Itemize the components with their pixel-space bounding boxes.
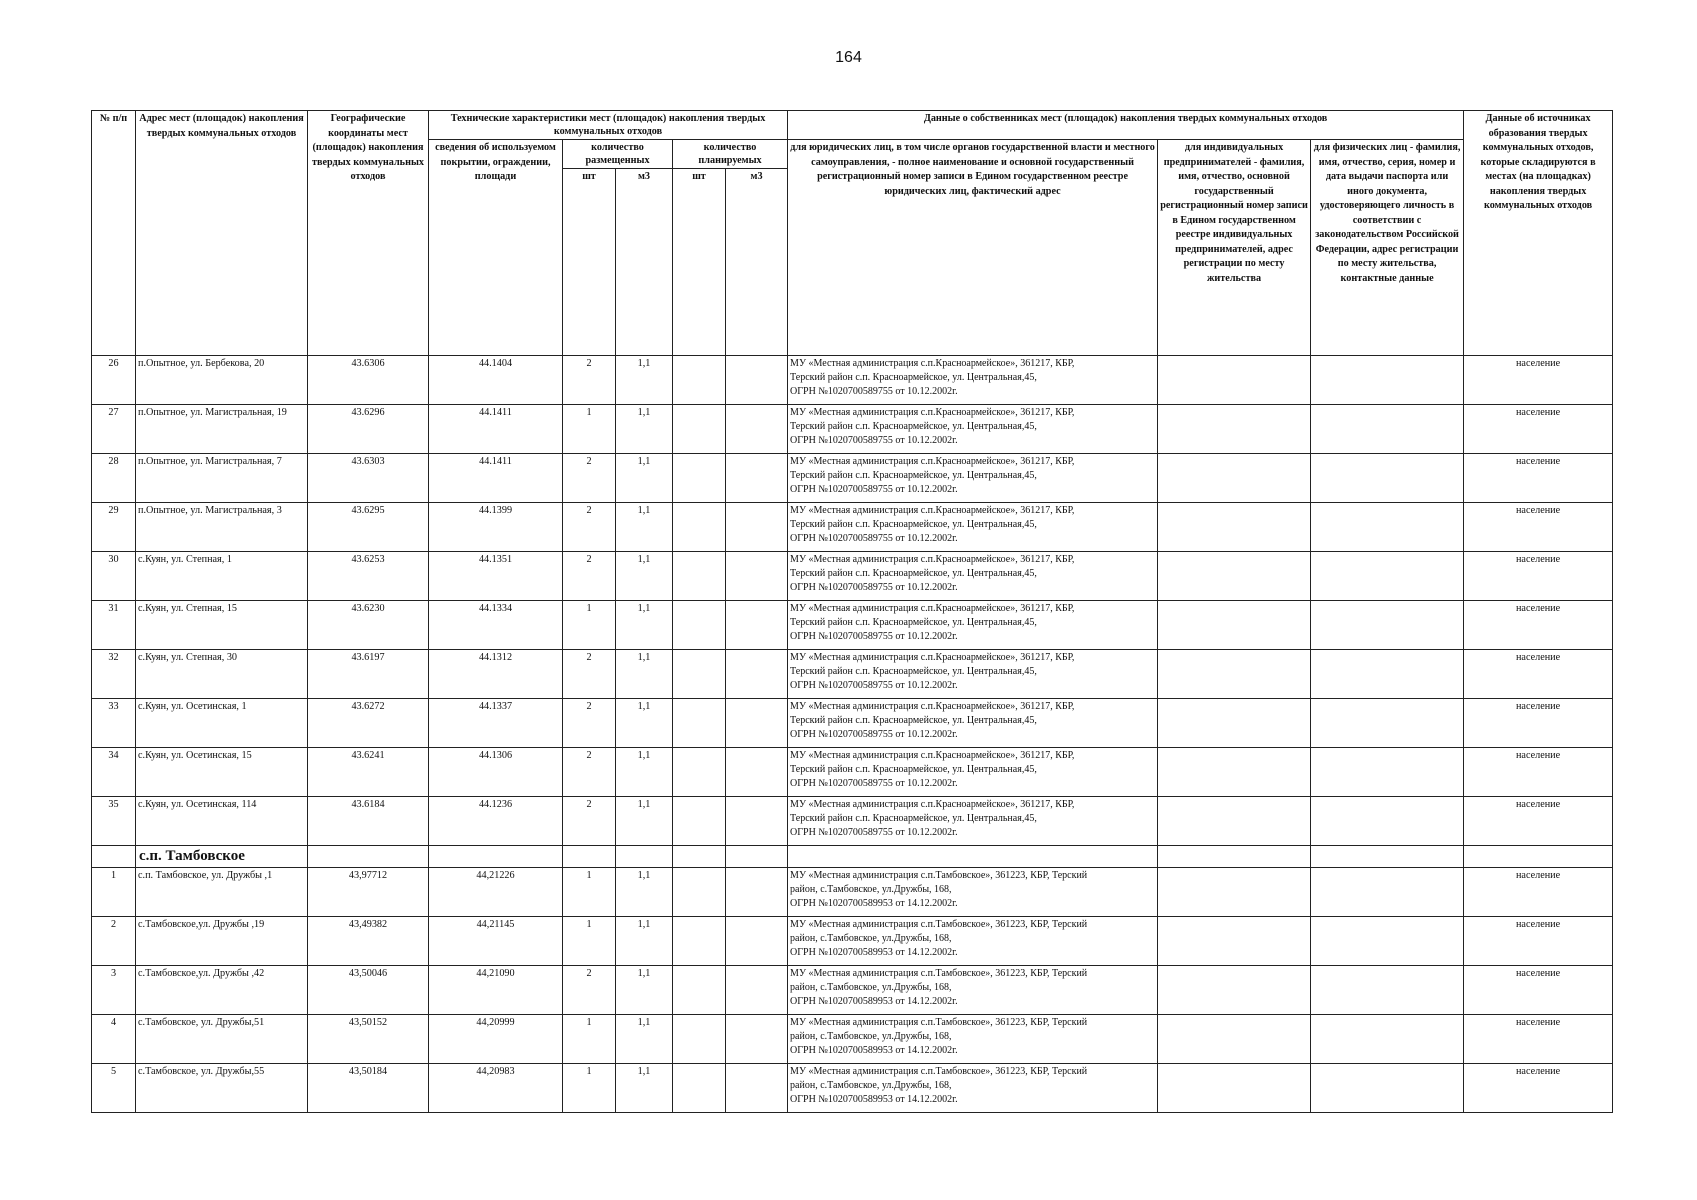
owner-line: Терский район с.п. Красноармейское, ул. Центральная,45, <box>790 764 1037 775</box>
placed-m3-cell: 1,1 <box>616 748 673 797</box>
planned-m3-cell <box>726 601 788 650</box>
entrepreneur-cell <box>1158 966 1311 1015</box>
planned-pcs-cell <box>673 650 726 699</box>
entrepreneur-cell <box>1158 601 1311 650</box>
address-cell: с.Тамбовское, ул. Дружбы,51 <box>136 1015 308 1064</box>
planned-m3-cell <box>726 966 788 1015</box>
entrepreneur-cell <box>1158 454 1311 503</box>
placed-pcs-cell: 2 <box>563 650 616 699</box>
planned-pcs-cell <box>673 868 726 917</box>
latitude-cell: 43,50152 <box>308 1015 429 1064</box>
owner-line: ОГРН №1020700589953 от 14.12.2002г. <box>790 996 958 1007</box>
owner-line: район, с.Тамбовское, ул.Дружбы, 168, <box>790 884 952 895</box>
placed-m3-cell: 1,1 <box>616 699 673 748</box>
table-row <box>92 405 1613 454</box>
planned-pcs-cell <box>673 1015 726 1064</box>
page-number: 164 <box>835 49 862 66</box>
section-empty-cell <box>308 846 429 868</box>
row-number-cell: 28 <box>92 454 136 503</box>
section-empty-cell <box>1311 846 1464 868</box>
entrepreneur-cell <box>1158 868 1311 917</box>
individual-cell <box>1311 650 1464 699</box>
entrepreneur-cell <box>1158 356 1311 405</box>
row-number-cell: 4 <box>92 1015 136 1064</box>
placed-pcs-cell: 2 <box>563 699 616 748</box>
table-row <box>92 503 1613 552</box>
owner-line: ОГРН №1020700589755 от 10.12.2002г. <box>790 435 958 446</box>
individual-cell <box>1311 552 1464 601</box>
owner-line: МУ «Местная администрация с.п.Тамбовское», 361223, КБР, Терский <box>790 1017 1088 1028</box>
table-row <box>92 356 1613 405</box>
address-cell: с.Куян, ул. Степная, 15 <box>136 601 308 650</box>
owner-line: МУ «Местная администрация с.п.Красноармейское», 361217, КБР, <box>790 799 1075 810</box>
row-number-cell: 29 <box>92 503 136 552</box>
owner-line: МУ «Местная администрация с.п.Красноармейское», 361217, КБР, <box>790 407 1075 418</box>
owner-line: район, с.Тамбовское, ул.Дружбы, 168, <box>790 933 952 944</box>
latitude-cell: 43.6272 <box>308 699 429 748</box>
planned-pcs-cell <box>673 797 726 846</box>
header-num: № п/п <box>92 111 136 356</box>
owner-line: МУ «Местная администрация с.п.Красноармейское», 361217, КБР, <box>790 505 1075 516</box>
planned-m3-cell <box>726 405 788 454</box>
header-unit-pcs: шт <box>563 169 616 356</box>
owner-line: МУ «Местная администрация с.п.Красноармейское», 361217, КБР, <box>790 456 1075 467</box>
owner-line: ОГРН №1020700589755 от 10.12.2002г. <box>790 827 958 838</box>
source-cell: население <box>1464 1064 1613 1113</box>
section-empty-cell <box>429 846 563 868</box>
row-number-cell: 5 <box>92 1064 136 1113</box>
owner-line: МУ «Местная администрация с.п.Тамбовское», 361223, КБР, Терский <box>790 870 1088 881</box>
header-coordinates: Географические координаты мест (площадок) накопления твердых коммунальных отходов <box>308 111 429 356</box>
source-cell: население <box>1464 601 1613 650</box>
planned-pcs-cell <box>673 356 726 405</box>
longitude-cell: 44,20999 <box>429 1015 563 1064</box>
planned-m3-cell <box>726 454 788 503</box>
planned-m3-cell <box>726 1015 788 1064</box>
address-cell: п.Опытное, ул. Бербекова, 20 <box>136 356 308 405</box>
latitude-cell: 43.6253 <box>308 552 429 601</box>
owner-legal-entity-cell <box>788 454 1158 503</box>
planned-pcs-cell <box>673 552 726 601</box>
individual-cell <box>1311 966 1464 1015</box>
table-row <box>92 1064 1613 1113</box>
owner-line: Терский район с.п. Красноармейское, ул. Центральная,45, <box>790 519 1037 530</box>
placed-pcs-cell: 2 <box>563 356 616 405</box>
owner-line: МУ «Местная администрация с.п.Красноармейское», 361217, КБР, <box>790 652 1075 663</box>
header-individuals: для физических лиц - фамилия, имя, отчество, серия, номер и дата выдачи паспорта или иного документа, удостоверяющего личность в соответствии с законодательством Российской Федерации, адрес регистрации по месту жительства, контактные данные <box>1311 140 1464 356</box>
latitude-cell: 43.6197 <box>308 650 429 699</box>
individual-cell <box>1311 1015 1464 1064</box>
longitude-cell: 44.1351 <box>429 552 563 601</box>
owner-legal-entity-cell <box>788 1064 1158 1113</box>
row-number-cell: 1 <box>92 868 136 917</box>
row-number-cell: 30 <box>92 552 136 601</box>
owner-line: ОГРН №1020700589755 от 10.12.2002г. <box>790 582 958 593</box>
longitude-cell: 44,21090 <box>429 966 563 1015</box>
section-empty-cell <box>788 846 1158 868</box>
longitude-cell: 44.1236 <box>429 797 563 846</box>
owner-line: ОГРН №1020700589953 от 14.12.2002г. <box>790 1094 958 1105</box>
table-row <box>92 748 1613 797</box>
planned-pcs-cell <box>673 966 726 1015</box>
owner-line: Терский район с.п. Красноармейское, ул. Центральная,45, <box>790 372 1037 383</box>
source-cell: население <box>1464 552 1613 601</box>
individual-cell <box>1311 503 1464 552</box>
header-entrepreneurs: для индивидуальных предпринимателей - фамилия, имя, отчество, основной государственный регистрационный номер записи в Едином государственном реестре индивидуальных предпринимателей, адрес регистрации по месту жительства <box>1158 140 1311 356</box>
owner-legal-entity-cell <box>788 1015 1158 1064</box>
owner-line: Терский район с.п. Красноармейское, ул. Центральная,45, <box>790 666 1037 677</box>
row-number-cell: 2 <box>92 917 136 966</box>
owner-legal-entity-cell <box>788 797 1158 846</box>
owner-line: МУ «Местная администрация с.п.Тамбовское», 361223, КБР, Терский <box>790 968 1088 979</box>
owner-line: Терский район с.п. Красноармейское, ул. Центральная,45, <box>790 470 1037 481</box>
source-cell: население <box>1464 868 1613 917</box>
planned-pcs-cell <box>673 405 726 454</box>
source-cell: население <box>1464 966 1613 1015</box>
planned-m3-cell <box>726 699 788 748</box>
longitude-cell: 44,20983 <box>429 1064 563 1113</box>
owner-legal-entity-cell <box>788 699 1158 748</box>
placed-pcs-cell: 1 <box>563 917 616 966</box>
entrepreneur-cell <box>1158 1015 1311 1064</box>
owner-line: Терский район с.п. Красноармейское, ул. Центральная,45, <box>790 617 1037 628</box>
placed-pcs-cell: 2 <box>563 797 616 846</box>
planned-pcs-cell <box>673 748 726 797</box>
latitude-cell: 43,49382 <box>308 917 429 966</box>
table-row <box>92 966 1613 1015</box>
placed-pcs-cell: 2 <box>563 503 616 552</box>
section-empty-cell <box>92 846 136 868</box>
latitude-cell: 43,97712 <box>308 868 429 917</box>
address-cell: с.Куян, ул. Осетинская, 15 <box>136 748 308 797</box>
owner-line: Терский район с.п. Красноармейское, ул. Центральная,45, <box>790 421 1037 432</box>
latitude-cell: 43,50046 <box>308 966 429 1015</box>
entrepreneur-cell <box>1158 748 1311 797</box>
individual-cell <box>1311 1064 1464 1113</box>
section-row <box>92 846 1613 868</box>
table-row <box>92 1015 1613 1064</box>
source-cell: население <box>1464 503 1613 552</box>
row-number-cell: 32 <box>92 650 136 699</box>
owner-line: район, с.Тамбовское, ул.Дружбы, 168, <box>790 1080 952 1091</box>
section-empty-cell <box>563 846 616 868</box>
placed-m3-cell: 1,1 <box>616 917 673 966</box>
source-cell: население <box>1464 650 1613 699</box>
planned-m3-cell <box>726 1064 788 1113</box>
owner-legal-entity-cell <box>788 917 1158 966</box>
source-cell: население <box>1464 356 1613 405</box>
table-row <box>92 868 1613 917</box>
placed-m3-cell: 1,1 <box>616 356 673 405</box>
row-number-cell: 26 <box>92 356 136 405</box>
entrepreneur-cell <box>1158 405 1311 454</box>
longitude-cell: 44.1404 <box>429 356 563 405</box>
owner-line: ОГРН №1020700589755 от 10.12.2002г. <box>790 680 958 691</box>
owner-line: район, с.Тамбовское, ул.Дружбы, 168, <box>790 982 952 993</box>
placed-pcs-cell: 1 <box>563 868 616 917</box>
latitude-cell: 43.6230 <box>308 601 429 650</box>
individual-cell <box>1311 454 1464 503</box>
source-cell: население <box>1464 1015 1613 1064</box>
row-number-cell: 31 <box>92 601 136 650</box>
individual-cell <box>1311 748 1464 797</box>
individual-cell <box>1311 356 1464 405</box>
owner-line: ОГРН №1020700589755 от 10.12.2002г. <box>790 386 958 397</box>
owner-legal-entity-cell <box>788 405 1158 454</box>
planned-m3-cell <box>726 748 788 797</box>
placed-pcs-cell: 1 <box>563 1015 616 1064</box>
individual-cell <box>1311 917 1464 966</box>
individual-cell <box>1311 601 1464 650</box>
section-title: с.п. Тамбовское <box>136 846 308 868</box>
longitude-cell: 44.1411 <box>429 405 563 454</box>
owner-legal-entity-cell <box>788 868 1158 917</box>
owner-line: ОГРН №1020700589755 от 10.12.2002г. <box>790 729 958 740</box>
table-row <box>92 699 1613 748</box>
planned-m3-cell <box>726 797 788 846</box>
owner-line: Терский район с.п. Красноармейское, ул. Центральная,45, <box>790 568 1037 579</box>
placed-m3-cell: 1,1 <box>616 868 673 917</box>
owner-line: МУ «Местная администрация с.п.Красноармейское», 361217, КБР, <box>790 554 1075 565</box>
owner-line: ОГРН №1020700589755 от 10.12.2002г. <box>790 484 958 495</box>
placed-m3-cell: 1,1 <box>616 1015 673 1064</box>
planned-m3-cell <box>726 503 788 552</box>
placed-m3-cell: 1,1 <box>616 405 673 454</box>
planned-m3-cell <box>726 552 788 601</box>
source-cell: население <box>1464 748 1613 797</box>
owner-line: ОГРН №1020700589755 от 10.12.2002г. <box>790 778 958 789</box>
section-empty-cell <box>673 846 726 868</box>
placed-m3-cell: 1,1 <box>616 797 673 846</box>
placed-pcs-cell: 1 <box>563 601 616 650</box>
latitude-cell: 43.6296 <box>308 405 429 454</box>
table-row <box>92 797 1613 846</box>
longitude-cell: 44.1312 <box>429 650 563 699</box>
longitude-cell: 44,21226 <box>429 868 563 917</box>
entrepreneur-cell <box>1158 917 1311 966</box>
owner-legal-entity-cell <box>788 356 1158 405</box>
source-cell: население <box>1464 405 1613 454</box>
longitude-cell: 44.1411 <box>429 454 563 503</box>
header-sources: Данные об источниках образования твердых коммунальных отходов, которые складируются в местах (на площадках) накопления твердых коммунальных отходов <box>1464 111 1613 356</box>
placed-pcs-cell: 1 <box>563 405 616 454</box>
owner-line: ОГРН №1020700589953 от 14.12.2002г. <box>790 898 958 909</box>
individual-cell <box>1311 797 1464 846</box>
placed-m3-cell: 1,1 <box>616 503 673 552</box>
owner-line: Терский район с.п. Красноармейское, ул. Центральная,45, <box>790 715 1037 726</box>
entrepreneur-cell <box>1158 797 1311 846</box>
placed-pcs-cell: 1 <box>563 1064 616 1113</box>
section-empty-cell <box>1158 846 1311 868</box>
header-tech-characteristics: Технические характеристики мест (площадок) накопления твердых коммунальных отходов <box>429 111 788 140</box>
address-cell: с.Тамбовское,ул. Дружбы ,19 <box>136 917 308 966</box>
entrepreneur-cell <box>1158 699 1311 748</box>
row-number-cell: 34 <box>92 748 136 797</box>
waste-sites-table <box>91 110 1613 1113</box>
owner-line: ОГРН №1020700589953 от 14.12.2002г. <box>790 947 958 958</box>
owner-line: МУ «Местная администрация с.п.Красноармейское», 361217, КБР, <box>790 701 1075 712</box>
source-cell: население <box>1464 699 1613 748</box>
owner-legal-entity-cell <box>788 748 1158 797</box>
planned-m3-cell <box>726 356 788 405</box>
placed-m3-cell: 1,1 <box>616 601 673 650</box>
latitude-cell: 43.6306 <box>308 356 429 405</box>
address-cell: с.Тамбовское,ул. Дружбы ,42 <box>136 966 308 1015</box>
address-cell: с.Куян, ул. Степная, 1 <box>136 552 308 601</box>
header-unit-m3: м3 <box>726 169 788 356</box>
placed-pcs-cell: 2 <box>563 454 616 503</box>
address-cell: п.Опытное, ул. Магистральная, 3 <box>136 503 308 552</box>
table-row <box>92 650 1613 699</box>
owner-line: МУ «Местная администрация с.п.Тамбовское», 361223, КБР, Терский <box>790 919 1088 930</box>
longitude-cell: 44,21145 <box>429 917 563 966</box>
table-row <box>92 552 1613 601</box>
individual-cell <box>1311 699 1464 748</box>
address-cell: с.Куян, ул. Осетинская, 1 <box>136 699 308 748</box>
planned-pcs-cell <box>673 1064 726 1113</box>
header-owners: Данные о собственниках мест (площадок) накопления твердых коммунальных отходов <box>788 111 1464 140</box>
header-qty-planned: количество планируемых <box>673 140 788 169</box>
placed-m3-cell: 1,1 <box>616 454 673 503</box>
source-cell: население <box>1464 454 1613 503</box>
address-cell: п.Опытное, ул. Магистральная, 7 <box>136 454 308 503</box>
header-legal-entities: для юридических лиц, в том числе органов государственной власти и местного самоуправления, - полное наименование и основной государственный регистрационный номер записи в Едином государственном реестре юридических лиц, фактический адрес <box>788 140 1158 356</box>
entrepreneur-cell <box>1158 503 1311 552</box>
address-cell: с.Тамбовское, ул. Дружбы,55 <box>136 1064 308 1113</box>
owner-line: МУ «Местная администрация с.п.Тамбовское», 361223, КБР, Терский <box>790 1066 1088 1077</box>
row-number-cell: 33 <box>92 699 136 748</box>
owner-legal-entity-cell <box>788 552 1158 601</box>
planned-pcs-cell <box>673 699 726 748</box>
longitude-cell: 44.1306 <box>429 748 563 797</box>
latitude-cell: 43.6241 <box>308 748 429 797</box>
latitude-cell: 43.6295 <box>308 503 429 552</box>
source-cell: население <box>1464 797 1613 846</box>
owner-line: ОГРН №1020700589755 от 10.12.2002г. <box>790 631 958 642</box>
table-row <box>92 454 1613 503</box>
owner-legal-entity-cell <box>788 503 1158 552</box>
header-unit-pcs: шт <box>673 169 726 356</box>
header-unit-m3: м3 <box>616 169 673 356</box>
planned-pcs-cell <box>673 601 726 650</box>
row-number-cell: 27 <box>92 405 136 454</box>
latitude-cell: 43.6184 <box>308 797 429 846</box>
owner-legal-entity-cell <box>788 966 1158 1015</box>
owner-legal-entity-cell <box>788 650 1158 699</box>
source-cell: население <box>1464 917 1613 966</box>
latitude-cell: 43.6303 <box>308 454 429 503</box>
individual-cell <box>1311 405 1464 454</box>
latitude-cell: 43,50184 <box>308 1064 429 1113</box>
placed-m3-cell: 1,1 <box>616 966 673 1015</box>
placed-m3-cell: 1,1 <box>616 552 673 601</box>
placed-m3-cell: 1,1 <box>616 650 673 699</box>
owner-line: МУ «Местная администрация с.п.Красноармейское», 361217, КБР, <box>790 358 1075 369</box>
planned-pcs-cell <box>673 454 726 503</box>
owner-line: МУ «Местная администрация с.п.Красноармейское», 361217, КБР, <box>790 750 1075 761</box>
row-number-cell: 35 <box>92 797 136 846</box>
address-cell: с.Куян, ул. Осетинская, 114 <box>136 797 308 846</box>
placed-pcs-cell: 2 <box>563 748 616 797</box>
section-empty-cell <box>726 846 788 868</box>
owner-line: МУ «Местная администрация с.п.Красноармейское», 361217, КБР, <box>790 603 1075 614</box>
longitude-cell: 44.1399 <box>429 503 563 552</box>
entrepreneur-cell <box>1158 552 1311 601</box>
owner-line: Терский район с.п. Красноармейское, ул. Центральная,45, <box>790 813 1037 824</box>
owner-legal-entity-cell <box>788 601 1158 650</box>
planned-pcs-cell <box>673 503 726 552</box>
section-empty-cell <box>1464 846 1613 868</box>
placed-m3-cell: 1,1 <box>616 1064 673 1113</box>
header-surface: сведения об используемом покрытии, ограждении, площади <box>429 140 563 356</box>
planned-m3-cell <box>726 917 788 966</box>
placed-pcs-cell: 2 <box>563 552 616 601</box>
address-cell: п.Опытное, ул. Магистральная, 19 <box>136 405 308 454</box>
planned-m3-cell <box>726 868 788 917</box>
address-cell: с.п. Тамбовское, ул. Дружбы ,1 <box>136 868 308 917</box>
entrepreneur-cell <box>1158 650 1311 699</box>
owner-line: район, с.Тамбовское, ул.Дружбы, 168, <box>790 1031 952 1042</box>
table-row <box>92 601 1613 650</box>
owner-line: ОГРН №1020700589755 от 10.12.2002г. <box>790 533 958 544</box>
row-number-cell: 3 <box>92 966 136 1015</box>
header-qty-placed: количество размещенных <box>563 140 673 169</box>
table-row <box>92 917 1613 966</box>
header-address: Адрес мест (площадок) накопления твердых коммунальных отходов <box>136 111 308 356</box>
table-body <box>92 356 1613 1113</box>
longitude-cell: 44.1337 <box>429 699 563 748</box>
placed-pcs-cell: 2 <box>563 966 616 1015</box>
entrepreneur-cell <box>1158 1064 1311 1113</box>
address-cell: с.Куян, ул. Степная, 30 <box>136 650 308 699</box>
owner-line: ОГРН №1020700589953 от 14.12.2002г. <box>790 1045 958 1056</box>
planned-m3-cell <box>726 650 788 699</box>
individual-cell <box>1311 868 1464 917</box>
longitude-cell: 44.1334 <box>429 601 563 650</box>
planned-pcs-cell <box>673 917 726 966</box>
section-empty-cell <box>616 846 673 868</box>
